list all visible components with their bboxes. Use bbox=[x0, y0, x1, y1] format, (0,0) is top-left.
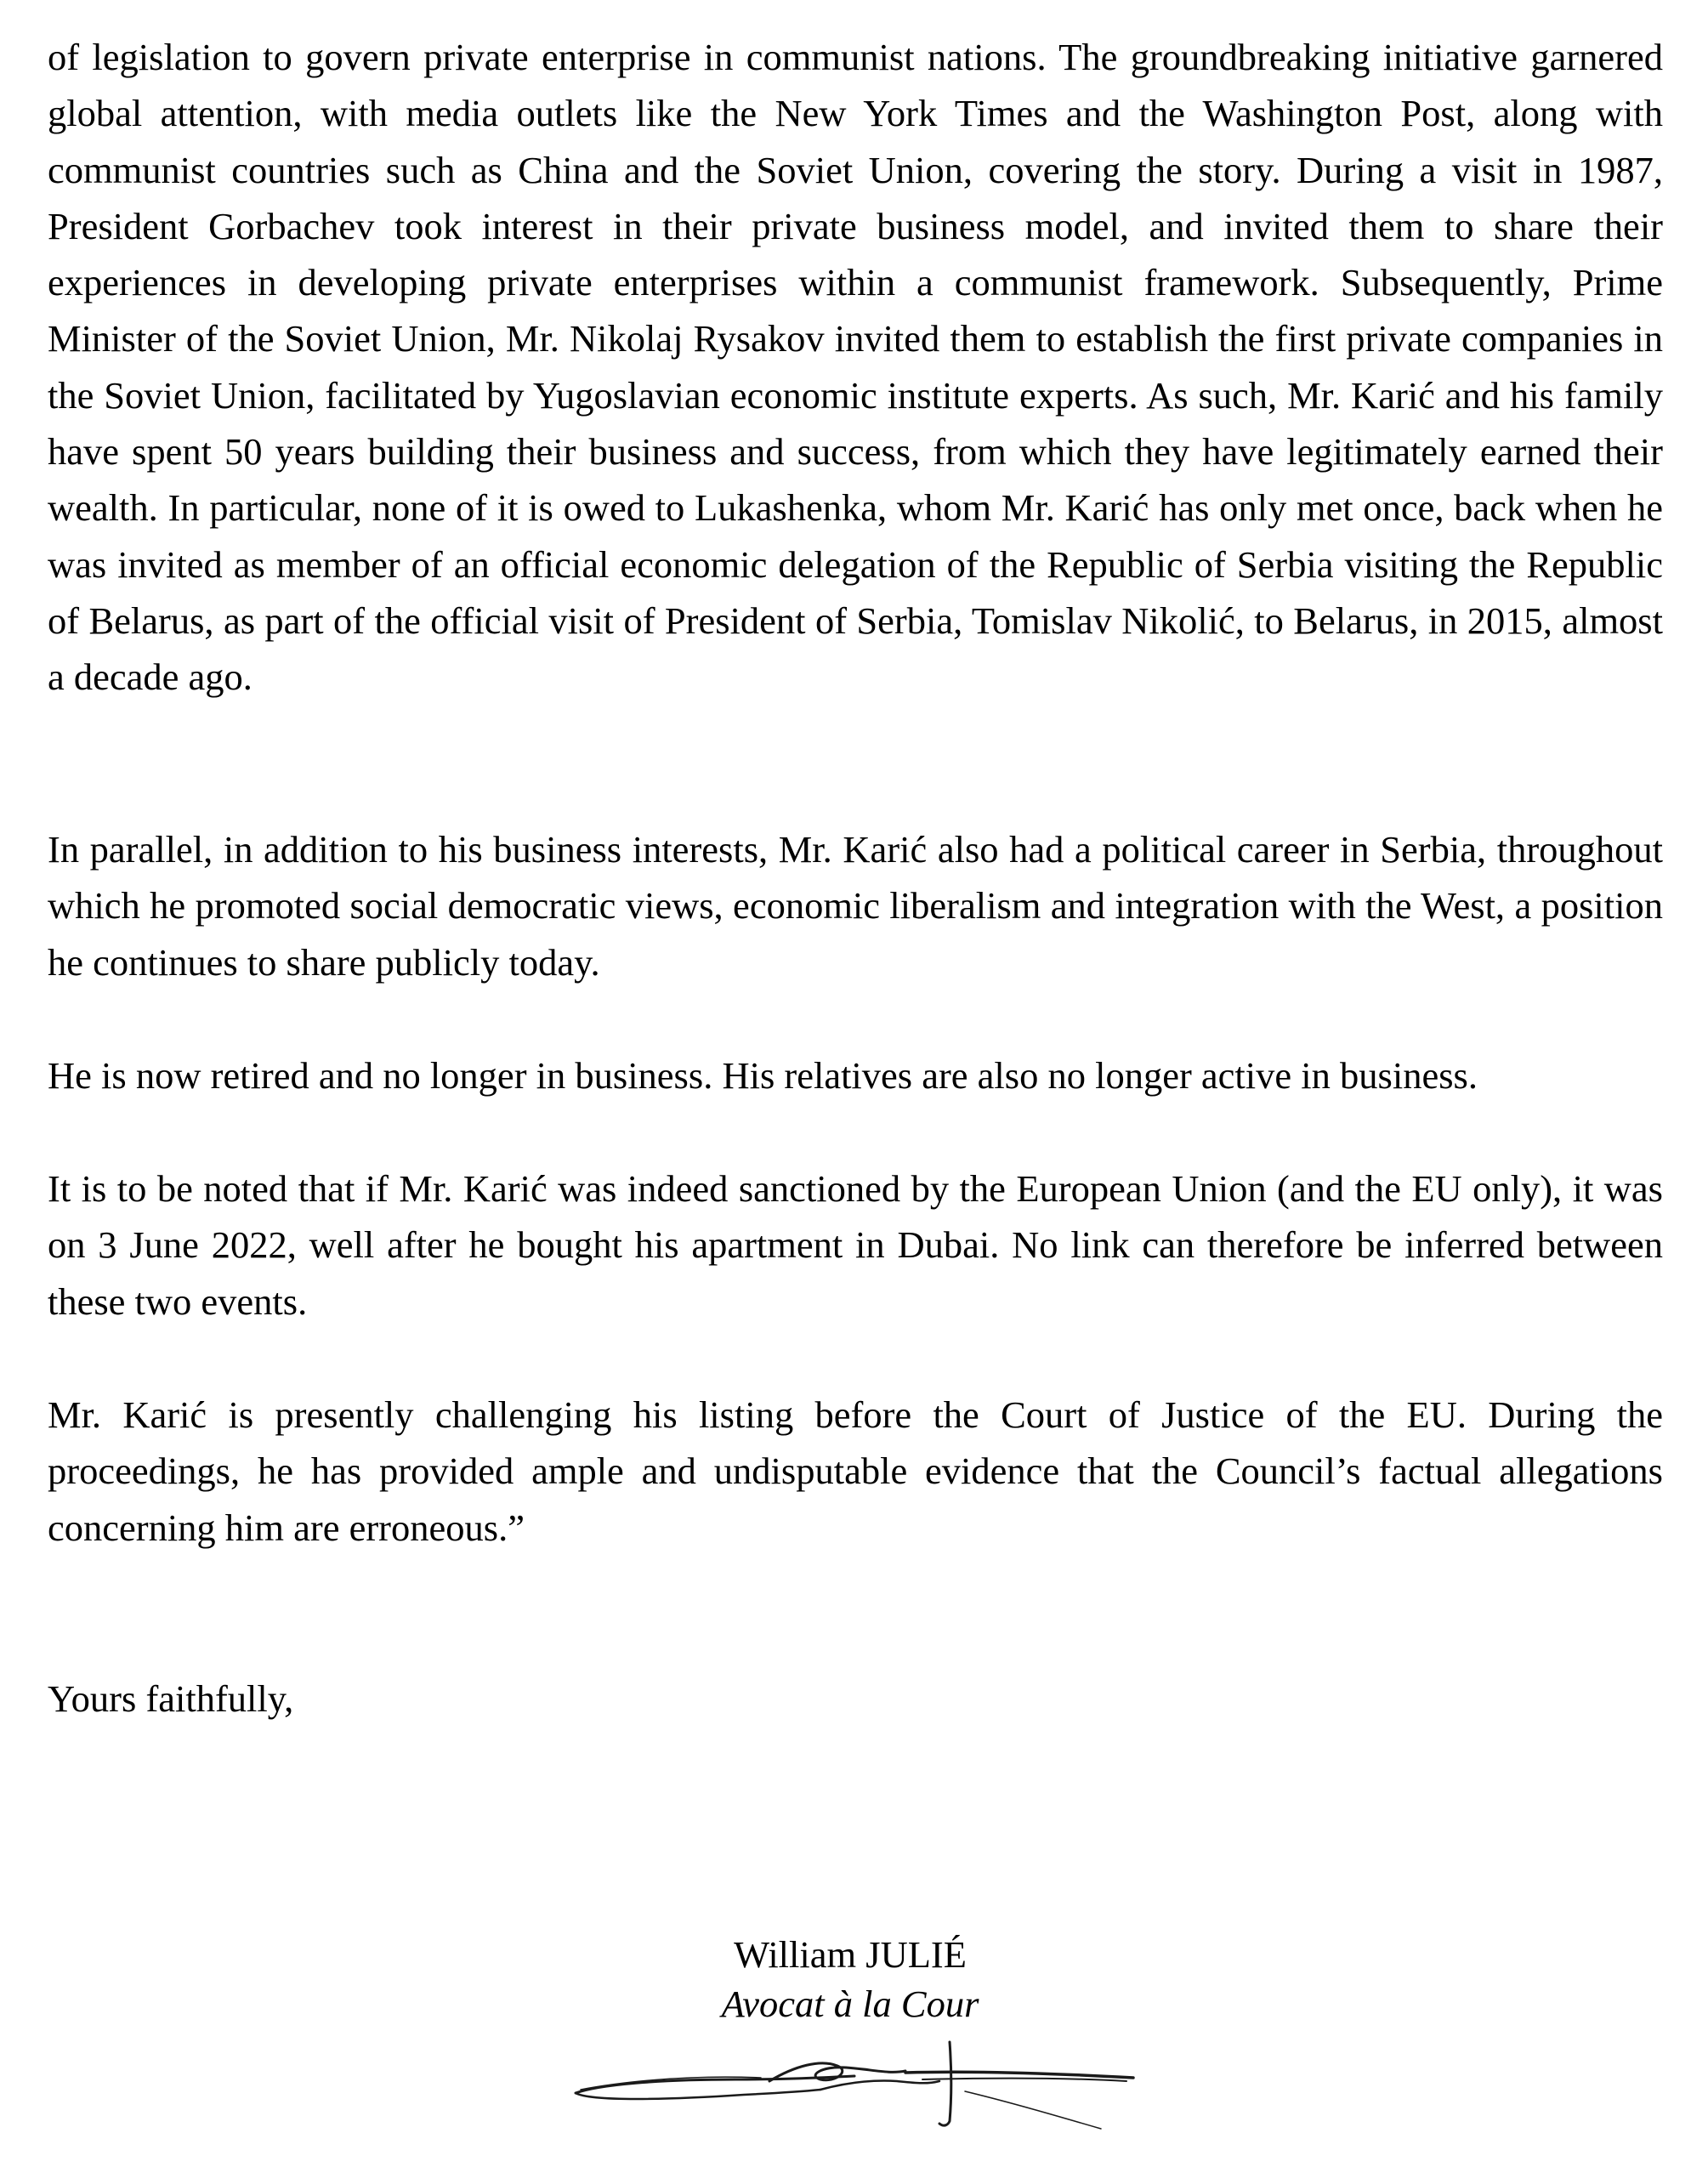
signer-name: William JULIÉ bbox=[734, 1933, 967, 1976]
paragraph-political-career: In parallel, in addition to his business interests, Mr. Karić also had a political career in Serbia, throughout which he promoted social democratic views, economic liberalism and integration with the West, a position he continues to share publicly today. bbox=[48, 828, 1663, 984]
paragraph-sanction-date: It is to be noted that if Mr. Karić was indeed sanctioned by the European Union (and the EU only), it was on 3 June 2022, well after he bought his apartment in Dubai. No link can therefore be inferred between these two events. bbox=[48, 1167, 1663, 1323]
signer-title: Avocat à la Cour bbox=[721, 1983, 979, 2025]
handwritten-signature-icon bbox=[565, 2040, 1143, 2134]
paragraph-background: of legislation to govern private enterprise in communist nations. The groundbreaking initiative garnered global attention, with media outlets like the New York Times and the Washington Post, along with communist countries such as China and the Soviet Union, covering the story. During a visit in 1987, President Gorbachev took interest in their private business model, and invited them to share their experiences in developing private enterprises within a communist framework. Subsequently, Prime Minister of the Soviet Union, Mr. Nikolaj Rysakov invited them to establish the first private companies in the Soviet Union, facilitated by Yugoslavian economic institute experts. As such, Mr. Karić and his family have spent 50 years building their business and success, from which they have legitimately earned their wealth. In particular, none of it is owed to Lukashenka, whom Mr. Karić has only met once, back when he was invited as member of an official economic delegation of the Republic of Serbia visiting the Republic of Belarus, as part of the official visit of President of Serbia, Tomislav Nikolić, to Belarus, in 2015, almost a decade ago. bbox=[48, 36, 1663, 699]
signature-block bbox=[680, 1930, 1020, 2028]
paragraph-court-challenge: Mr. Karić is presently challenging his listing before the Court of Justice of the EU. During the proceedings, he has provided ample and undisputable evidence that the Council’s factual allegations concerning him are erroneous.” bbox=[48, 1393, 1663, 1549]
paragraph-retirement: He is now retired and no longer in business. His relatives are also no longer active in business. bbox=[48, 1054, 1478, 1097]
closing-salutation: Yours faithfully, bbox=[48, 1677, 294, 1720]
